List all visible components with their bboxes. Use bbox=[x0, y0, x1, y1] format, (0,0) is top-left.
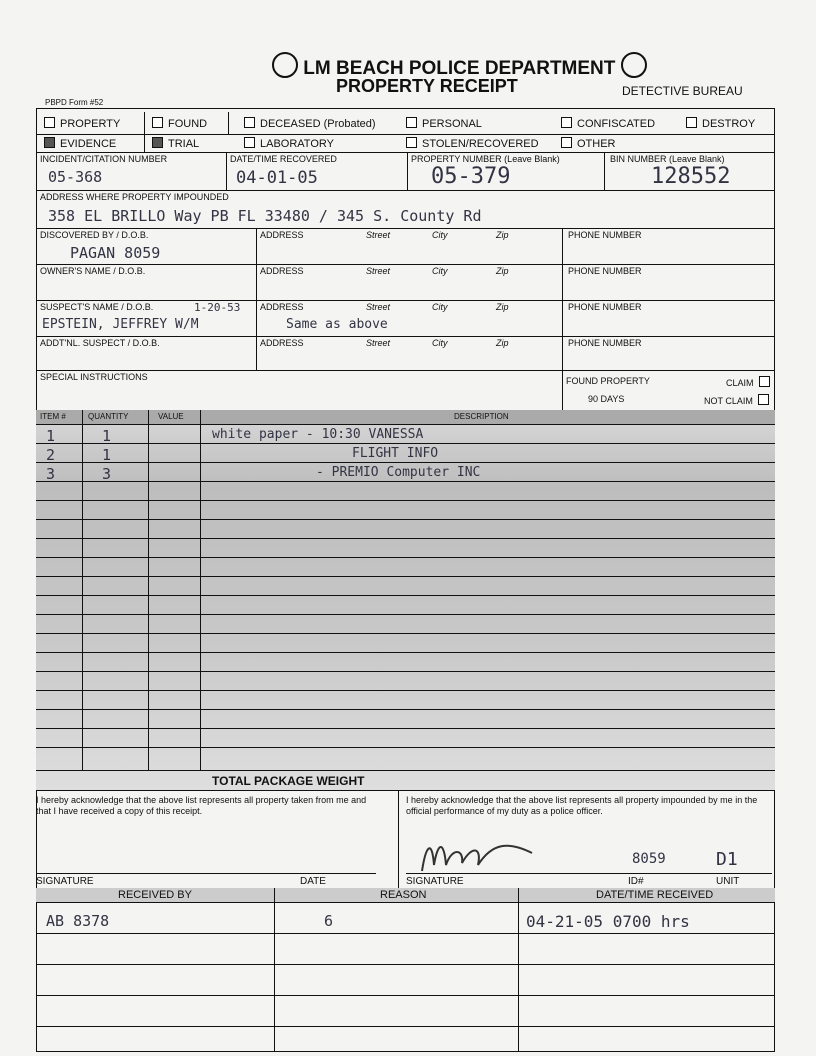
address-row bbox=[36, 190, 775, 229]
address-label: ADDRESS bbox=[260, 302, 304, 312]
city-label: City bbox=[432, 338, 448, 348]
received-by[interactable]: AB 8378 bbox=[46, 912, 110, 930]
bin-number[interactable]: 128552 bbox=[651, 164, 731, 189]
item-number: 2 bbox=[46, 446, 56, 464]
officer-unit[interactable]: D1 bbox=[716, 849, 738, 870]
col-quantity: QUANTITY bbox=[88, 412, 129, 421]
city-label: City bbox=[432, 266, 448, 276]
reason-header: REASON bbox=[380, 889, 427, 901]
checkbox-other[interactable]: OTHER bbox=[561, 137, 616, 150]
bureau-label: DETECTIVE BUREAU bbox=[622, 84, 743, 98]
found-property-label: FOUND PROPERTY bbox=[566, 376, 650, 386]
checkbox-found[interactable]: FOUND bbox=[152, 117, 207, 130]
phone-label: PHONE NUMBER bbox=[568, 230, 642, 240]
form-number: PBPD Form #52 bbox=[45, 98, 104, 107]
ack-left-text: I hereby acknowledge that the above list represents all property taken from me and that I have received a copy of this receipt. bbox=[36, 795, 367, 816]
phone-label: PHONE NUMBER bbox=[568, 302, 642, 312]
page-subtitle: PROPERTY RECEIPT bbox=[336, 76, 518, 96]
checkbox-laboratory[interactable]: LABORATORY bbox=[244, 137, 334, 150]
datetime-received-header: DATE/TIME RECEIVED bbox=[596, 889, 714, 901]
incident-row bbox=[36, 152, 775, 191]
checkbox-destroy[interactable]: DESTROY bbox=[686, 117, 755, 130]
street-label: Street bbox=[366, 266, 391, 276]
badge-logo-right-icon bbox=[621, 52, 647, 78]
address-impounded[interactable]: 358 EL BRILLO Way PB FL 33480 / 345 S. County Rd bbox=[48, 207, 482, 225]
incident-label: INCIDENT/CITATION NUMBER bbox=[40, 154, 168, 164]
badge-logo-icon bbox=[272, 52, 298, 78]
special-instructions-label: SPECIAL INSTRUCTIONS bbox=[40, 372, 148, 382]
suspect-label: SUSPECT'S NAME / D.O.B. bbox=[40, 302, 154, 312]
item-description: - PREMIO Computer INC bbox=[316, 465, 481, 480]
checkbox-evidence[interactable]: EVIDENCE bbox=[44, 137, 116, 150]
checkbox-trial[interactable]: TRIAL bbox=[152, 137, 199, 150]
suspect-row bbox=[36, 300, 775, 337]
discovered-by[interactable]: PAGAN 8059 bbox=[70, 244, 161, 262]
city-label: City bbox=[432, 302, 448, 312]
ninety-days-label: 90 DAYS bbox=[588, 394, 625, 404]
street-label: Street bbox=[366, 230, 391, 240]
suspect-address[interactable]: Same as above bbox=[286, 317, 388, 332]
col-description: DESCRIPTION bbox=[454, 412, 509, 421]
checkbox-deceased[interactable]: DECEASED (Probated) bbox=[244, 117, 376, 130]
addtl-suspect-row bbox=[36, 336, 775, 371]
suspect-dob[interactable]: 1-20-53 bbox=[194, 301, 241, 314]
owner-label: OWNER'S NAME / D.O.B. bbox=[40, 266, 146, 276]
not-claim-checkbox[interactable]: NOT CLAIM bbox=[704, 394, 769, 406]
checkbox-property[interactable]: PROPERTY bbox=[44, 117, 120, 130]
col-value: VALUE bbox=[158, 412, 184, 421]
acknowledgement-section bbox=[36, 790, 775, 890]
zip-label: Zip bbox=[496, 338, 509, 348]
checked-icon bbox=[152, 137, 163, 148]
item-quantity: 3 bbox=[102, 465, 112, 483]
zip-label: Zip bbox=[496, 230, 509, 240]
officer-signature-icon bbox=[412, 835, 562, 875]
officer-signature-label: SIGNATURE bbox=[406, 876, 464, 887]
address-label: ADDRESS bbox=[260, 266, 304, 276]
discovered-row bbox=[36, 228, 775, 265]
owner-row bbox=[36, 264, 775, 301]
discovered-by-label: DISCOVERED BY / D.O.B. bbox=[40, 230, 149, 240]
signature-label: SIGNATURE bbox=[36, 876, 94, 887]
item-quantity: 1 bbox=[102, 427, 112, 445]
department-name: LM BEACH POLICE DEPARTMENT bbox=[303, 58, 616, 79]
received-table bbox=[36, 888, 775, 1052]
addtl-suspect-label: ADDT'NL. SUSPECT / D.O.B. bbox=[40, 338, 160, 348]
zip-label: Zip bbox=[496, 266, 509, 276]
item-quantity: 1 bbox=[102, 446, 112, 464]
item-number: 1 bbox=[46, 427, 56, 445]
checkbox-row-2 bbox=[36, 134, 775, 153]
received-by-header: RECEIVED BY bbox=[118, 889, 192, 901]
phone-label: PHONE NUMBER bbox=[568, 338, 642, 348]
id-label: ID# bbox=[628, 876, 644, 887]
phone-label: PHONE NUMBER bbox=[568, 266, 642, 276]
address-label: ADDRESS bbox=[260, 230, 304, 240]
checkbox-confiscated[interactable]: CONFISCATED bbox=[561, 117, 655, 130]
items-table bbox=[36, 410, 775, 790]
item-description: FLIGHT INFO bbox=[352, 446, 439, 461]
item-description: white paper - 10:30 VANESSA bbox=[212, 427, 424, 442]
zip-label: Zip bbox=[496, 302, 509, 312]
city-label: City bbox=[432, 230, 448, 240]
checkbox-personal[interactable]: PERSONAL bbox=[406, 117, 482, 130]
suspect-name[interactable]: EPSTEIN, JEFFREY W/M bbox=[42, 317, 199, 332]
unit-label: UNIT bbox=[716, 876, 740, 887]
property-number[interactable]: 05-379 bbox=[431, 164, 511, 189]
checkbox-stolen-recovered[interactable]: STOLEN/RECOVERED bbox=[406, 137, 539, 150]
address-impounded-label: ADDRESS WHERE PROPERTY IMPOUNDED bbox=[40, 192, 229, 202]
reason[interactable]: 6 bbox=[324, 912, 334, 930]
claim-checkbox[interactable]: CLAIM bbox=[726, 376, 770, 388]
date-recovered[interactable]: 04-01-05 bbox=[236, 168, 318, 188]
checked-icon bbox=[44, 137, 55, 148]
col-item: ITEM # bbox=[40, 412, 66, 421]
item-number: 3 bbox=[46, 465, 56, 483]
date-label: DATE/TIME RECOVERED bbox=[230, 154, 337, 164]
address-label: ADDRESS bbox=[260, 338, 304, 348]
ack-right-text: I hereby acknowledge that the above list represents all property impounded by me in the official performance of my duty as a police officer. bbox=[406, 795, 758, 816]
officer-id[interactable]: 8059 bbox=[632, 851, 666, 867]
bin-number-label: BIN NUMBER (Leave Blank) bbox=[610, 154, 725, 164]
street-label: Street bbox=[366, 302, 391, 312]
date-label: DATE bbox=[300, 876, 326, 887]
total-package-weight-label: TOTAL PACKAGE WEIGHT bbox=[212, 774, 365, 788]
datetime-received[interactable]: 04-21-05 0700 hrs bbox=[526, 912, 690, 931]
property-number-label: PROPERTY NUMBER (Leave Blank) bbox=[411, 154, 560, 164]
special-instructions-row bbox=[36, 370, 775, 411]
checkbox-row-1 bbox=[36, 112, 775, 135]
street-label: Street bbox=[366, 338, 391, 348]
items-header bbox=[36, 410, 775, 425]
incident-number[interactable]: 05-368 bbox=[48, 168, 103, 186]
